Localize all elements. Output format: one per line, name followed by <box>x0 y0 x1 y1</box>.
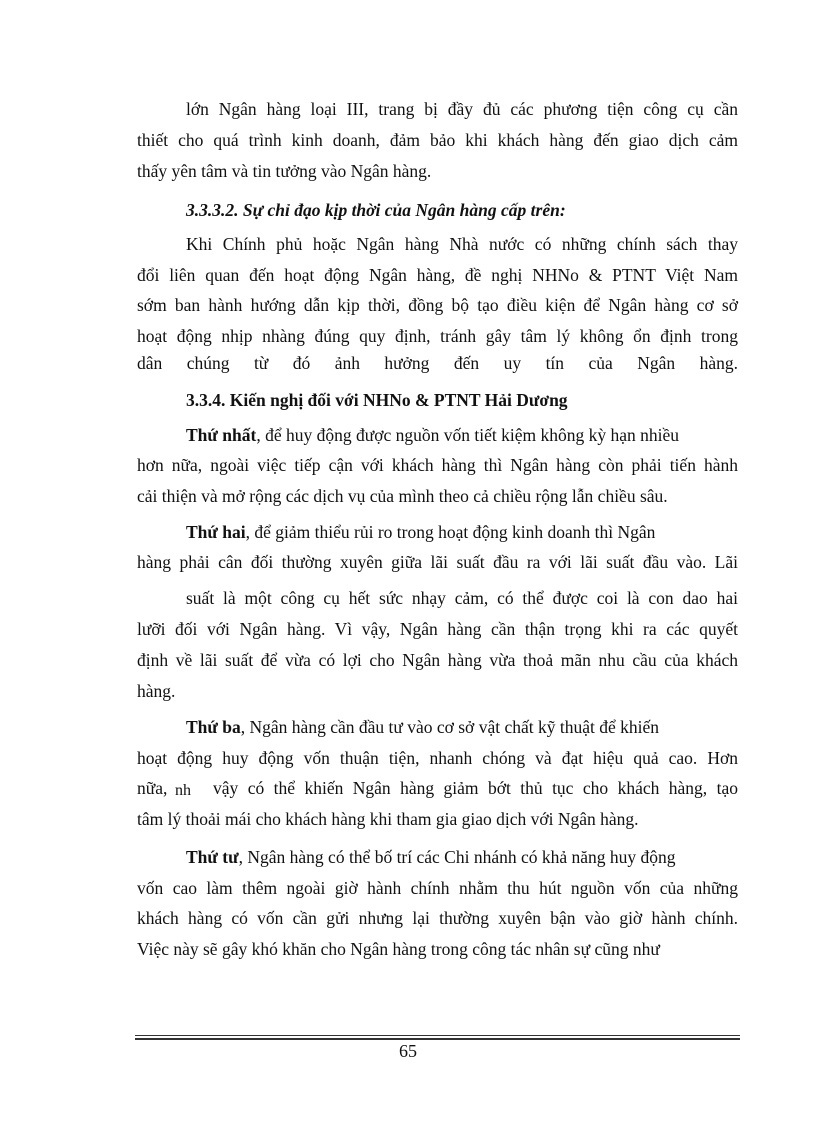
para1-line2: thiết cho quá trình kinh doanh, đảm bảo khi khách hàng đến giao dịch cảm <box>137 130 738 150</box>
para3-line1 <box>186 424 679 446</box>
para6-line2: vốn cao làm thêm ngoài giờ hành chính nhằm thu hút nguồn vốn của những <box>137 878 738 898</box>
para2-line1: Khi Chính phủ hoặc Ngân hàng Nhà nước có những chính sách thay <box>186 234 738 254</box>
para2-line4: hoạt động nhịp nhàng đúng quy định, tránh gây tâm lý không ổn định trong <box>137 326 738 346</box>
para5-line1 <box>186 716 659 738</box>
para6-line4: Việc này sẽ gây khó khăn cho Ngân hàng trong công tác nhân sự cũng như <box>137 939 660 959</box>
para6-line1-rest: , Ngân hàng có thể bố trí các Chi nhánh có khả năng huy động <box>238 847 676 867</box>
para5-line4: tâm lý thoải mái cho khách hàng khi tham gia giao dịch với Ngân hàng. <box>137 809 639 829</box>
para4-line1-rest: , để giảm thiểu rủi ro trong hoạt động kinh doanh thì Ngân <box>245 522 656 542</box>
para4-line2: hàng phải cân đối thường xuyên giữa lãi suất đầu ra với lãi suất đầu vào. Lãi <box>137 552 738 572</box>
para4-line3: suất là một công cụ hết sức nhạy cảm, có thể được coi là con dao hai <box>186 588 738 608</box>
para1-line1: lớn Ngân hàng loại III, trang bị đầy đủ các phương tiện công cụ cần <box>186 99 738 119</box>
para6-line3: khách hàng có vốn cần gửi nhưng lại thường xuyên bận vào giờ hành chính. <box>137 908 738 928</box>
para5-line3c: vậy có thể khiến Ngân hàng giảm bớt thủ tục cho khách hàng, tạo <box>213 778 738 798</box>
para4-line5: định về lãi suất để vừa có lợi cho Ngân hàng vừa thoả mãn nhu cầu của khách <box>137 650 738 670</box>
para4-line4: lưỡi đối với Ngân hàng. Vì vậy, Ngân hàng cần thận trọng khi ra các quyết <box>137 619 738 639</box>
para3-line1-rest: , để huy động được nguồn vốn tiết kiệm không kỳ hạn nhiều <box>256 425 679 445</box>
para6-line1 <box>186 846 676 868</box>
para4-lead: Thứ hai <box>186 522 246 542</box>
para5-line2: hoạt động huy động vốn thuận tiện, nhanh chóng và đạt hiệu quả cao. Hơn <box>137 748 738 768</box>
page-number: 65 <box>399 1041 417 1061</box>
para3-line3: cải thiện và mở rộng các dịch vụ của mình theo cả chiều rộng lẫn chiều sâu. <box>137 486 668 506</box>
footer-rule-top <box>135 1035 740 1036</box>
para4-line6: hàng. <box>137 681 176 701</box>
para5-lead: Thứ ba <box>186 717 241 737</box>
para2-line5: dân chúng từ đó ảnh hưởng đến uy tín của Ngân hàng. <box>137 353 738 373</box>
para5-line1-rest: , Ngân hàng cần đầu tư vào cơ sở vật chất kỹ thuật để khiến <box>240 717 659 737</box>
para1-line3: thấy yên tâm và tin tưởng vào Ngân hàng. <box>137 161 432 181</box>
para5-line3a: nữa, <box>137 778 168 798</box>
para4-line1 <box>186 521 655 543</box>
para2-line3: sớm ban hành hướng dẫn kịp thời, đồng bộ tạo điều kiện để Ngân hàng cơ sở <box>137 295 738 315</box>
section-heading-3332: 3.3.3.2. Sự chỉ đạo kịp thời của Ngân hàng cấp trên: <box>186 200 566 220</box>
section-heading-334: 3.3.4. Kiến nghị đối với NHNo & PTNT Hải Dương <box>186 390 568 410</box>
para3-lead: Thứ nhất <box>186 425 257 445</box>
footer-rule-bottom <box>135 1038 740 1040</box>
para6-lead: Thứ tư <box>186 847 239 867</box>
para5-line3b: nh <box>175 782 191 799</box>
para3-line2: hơn nữa, ngoài việc tiếp cận với khách hàng thì Ngân hàng còn phải tiến hành <box>137 455 738 475</box>
para2-line2: đổi liên quan đến hoạt động Ngân hàng, đề nghị NHNo & PTNT Việt Nam <box>137 265 738 285</box>
